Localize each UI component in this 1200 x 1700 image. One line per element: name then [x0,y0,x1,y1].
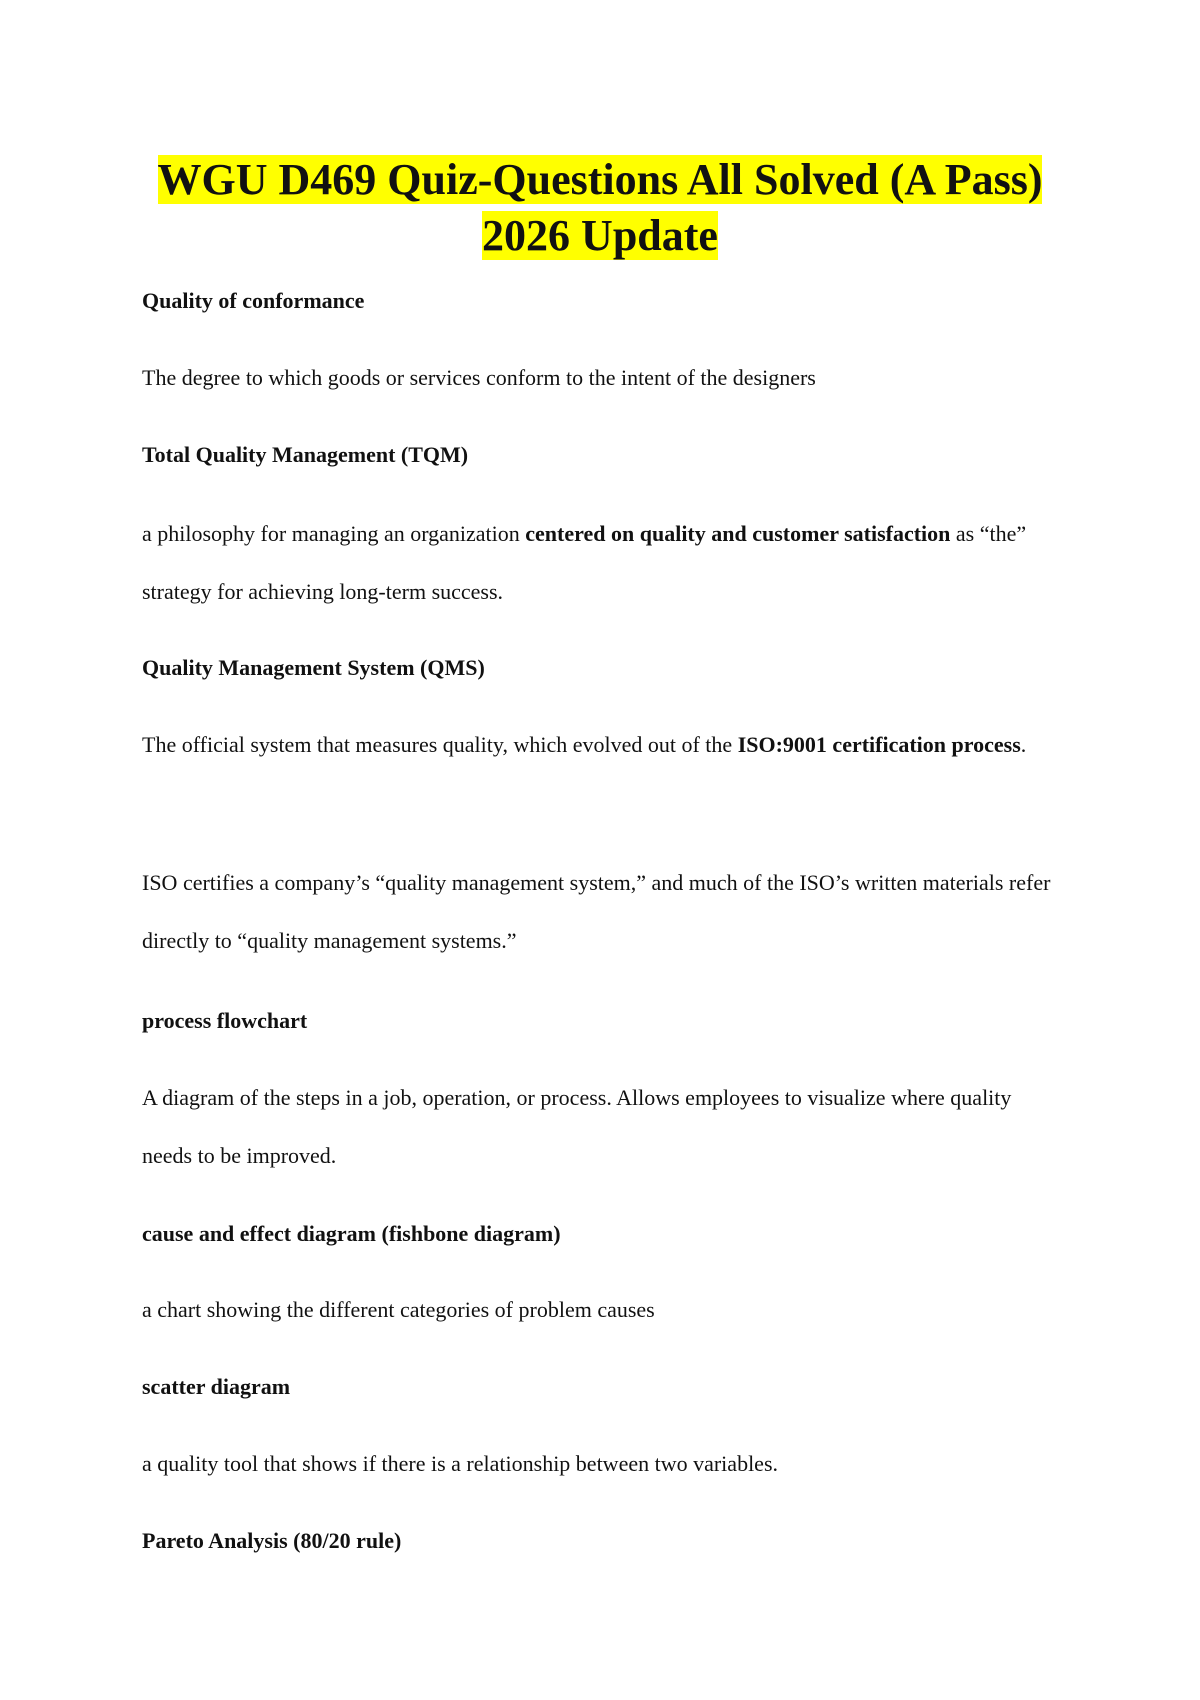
definition-process-flowchart: A diagram of the steps in a job, operation, or process. Allows employees to visualize where quality needs to be improved. [142,1085,1012,1168]
term-process-flowchart: process flowchart [142,1008,308,1033]
term-quality-of-conformance: Quality of conformance [142,288,365,313]
definition-qms-emphasis: ISO:9001 certification process [737,732,1021,757]
definition-scatter-diagram: a quality tool that shows if there is a relationship between two variables. [142,1451,779,1476]
definition-tqm: a philosophy for managing an organization centered on quality and customer satisfaction as “the” strategy for achieving long-term success. [142,521,1027,604]
term-scatter-diagram: scatter diagram [142,1374,291,1399]
term-pareto-analysis: Pareto Analysis (80/20 rule) [142,1528,402,1553]
title-line-1: WGU D469 Quiz-Questions All Solved (A Pass) [157,155,1043,204]
definition-tqm-emphasis: centered on quality and customer satisfaction [525,521,951,546]
term-cause-and-effect-diagram: cause and effect diagram (fishbone diagram) [142,1221,561,1246]
document-title [0,152,1200,264]
term-qms: Quality Management System (QMS) [142,655,485,680]
definition-qms: The official system that measures quality, which evolved out of the ISO:9001 certification process. [142,732,1027,757]
title-line-2: 2026 Update [482,211,718,260]
definition-quality-of-conformance: The degree to which goods or services conform to the intent of the designers [142,365,816,390]
definition-qms-extra: ISO certifies a company’s “quality management system,” and much of the ISO’s written materials refer directly to “quality management systems.” [142,870,1051,953]
definition-cause-and-effect-diagram: a chart showing the different categories of problem causes [142,1297,655,1322]
term-tqm: Total Quality Management (TQM) [142,442,469,467]
